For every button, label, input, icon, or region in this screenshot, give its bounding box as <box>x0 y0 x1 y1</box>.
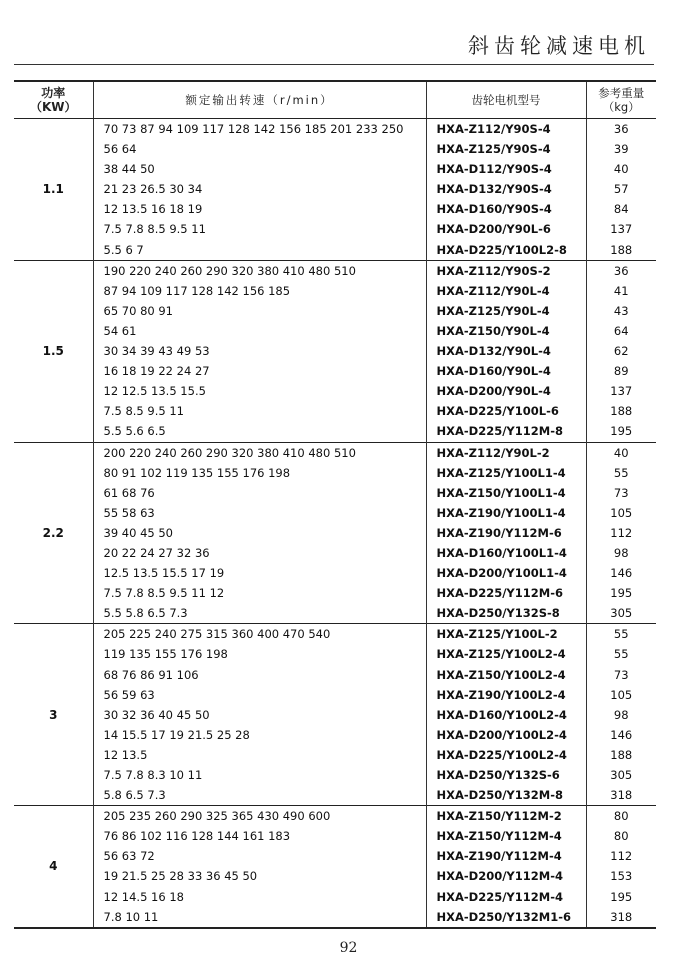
speed-cell: 68 76 86 91 106 <box>93 665 426 685</box>
speed-cell: 61 68 76 <box>93 483 426 503</box>
model-cell: HXA-D225/Y100L2-4 <box>426 745 586 765</box>
table-row <box>14 139 656 159</box>
weight-cell: 137 <box>610 384 633 399</box>
speed-cell: 7.5 7.8 8.3 10 11 <box>93 765 426 785</box>
table-row <box>14 705 656 725</box>
speed-cell: 200 220 240 260 290 320 380 410 480 510 <box>93 442 426 463</box>
weight-cell: 188 <box>610 242 633 257</box>
model-cell: HXA-D200/Y100L2-4 <box>426 725 586 745</box>
model-column-header: 齿轮电机型号 <box>426 81 586 119</box>
table-row <box>14 866 656 886</box>
model-cell: HXA-D250/Y132S-6 <box>426 765 586 785</box>
weight-cell: 146 <box>610 727 633 742</box>
table-row <box>14 887 656 907</box>
speed-cell: 7.8 10 11 <box>93 907 426 928</box>
speed-cell: 65 70 80 91 <box>93 301 426 321</box>
model-cell: HXA-D160/Y90S-4 <box>426 199 586 219</box>
weight-cell: 73 <box>613 667 629 682</box>
table-row <box>14 785 656 806</box>
model-cell: HXA-D225/Y112M-4 <box>426 887 586 907</box>
speed-cell: 12.5 13.5 15.5 17 19 <box>93 563 426 583</box>
weight-cell: 195 <box>610 889 633 904</box>
power-cell: 1.1 <box>14 119 93 261</box>
weight-cell: 318 <box>610 909 633 924</box>
weight-cell: 105 <box>610 687 633 702</box>
weight-cell: 40 <box>613 162 629 177</box>
weight-header-unit: （kg） <box>602 100 640 114</box>
table-row <box>14 219 656 239</box>
weight-cell: 195 <box>610 586 633 601</box>
weight-cell: 105 <box>610 505 633 520</box>
weight-cell: 40 <box>586 442 656 463</box>
speed-cell: 7.5 8.5 9.5 11 <box>93 401 426 421</box>
weight-column-header <box>586 81 656 119</box>
speed-cell: 21 23 26.5 30 34 <box>93 179 426 199</box>
weight-cell: 62 <box>613 344 629 359</box>
model-cell: HXA-Z125/Y90S-4 <box>426 139 586 159</box>
model-cell: HXA-Z112/Y90S-2 <box>426 260 586 281</box>
speed-cell: 205 235 260 290 325 365 430 490 600 <box>93 806 426 827</box>
speed-cell: 20 22 24 27 32 36 <box>93 543 426 563</box>
model-cell: HXA-Z112/Y90L-2 <box>426 442 586 463</box>
speed-cell: 56 59 63 <box>93 685 426 705</box>
power-cell: 1.5 <box>14 260 93 442</box>
table-row <box>14 826 656 846</box>
table-row <box>14 240 656 261</box>
weight-cell: 55 <box>613 465 629 480</box>
speed-column-header: 额定输出转速（r/min） <box>93 81 426 119</box>
model-cell: HXA-Z112/Y90S-4 <box>426 119 586 140</box>
page-title: 斜齿轮减速电机 <box>468 34 650 58</box>
speed-cell: 87 94 109 117 128 142 156 185 <box>93 281 426 301</box>
weight-cell: 55 <box>613 647 629 662</box>
table-row <box>14 281 656 301</box>
weight-cell: 64 <box>613 323 629 338</box>
model-cell: HXA-D250/Y132M1-6 <box>426 907 586 928</box>
table-row <box>14 503 656 523</box>
speed-cell: 7.5 7.8 8.5 9.5 11 12 <box>93 583 426 603</box>
power-cell: 2.2 <box>14 442 93 624</box>
weight-cell: 80 <box>586 806 656 827</box>
model-cell: HXA-D160/Y100L2-4 <box>426 705 586 725</box>
weight-cell: 55 <box>586 624 656 645</box>
model-cell: HXA-D200/Y90L-4 <box>426 381 586 401</box>
page-number: 92 <box>339 940 358 956</box>
table-row <box>14 321 656 341</box>
model-cell: HXA-D225/Y112M-6 <box>426 583 586 603</box>
table-row <box>14 341 656 361</box>
speed-cell: 5.8 6.5 7.3 <box>93 785 426 806</box>
weight-cell: 57 <box>613 182 629 197</box>
weight-cell: 89 <box>613 364 629 379</box>
table-row <box>14 260 656 281</box>
weight-cell: 43 <box>613 303 629 318</box>
speed-cell: 55 58 63 <box>93 503 426 523</box>
model-cell: HXA-Z125/Y90L-4 <box>426 301 586 321</box>
power-column-header <box>14 81 93 119</box>
table-row <box>14 806 656 827</box>
table-row <box>14 665 656 685</box>
table-row <box>14 644 656 664</box>
speed-cell: 12 13.5 <box>93 745 426 765</box>
table-row <box>14 483 656 503</box>
table-row <box>14 179 656 199</box>
model-cell: HXA-D112/Y90S-4 <box>426 159 586 179</box>
speed-cell: 7.5 7.8 8.5 9.5 11 <box>93 219 426 239</box>
model-cell: HXA-Z125/Y100L2-4 <box>426 644 586 664</box>
model-cell: HXA-Z190/Y112M-4 <box>426 846 586 866</box>
table-row <box>14 401 656 421</box>
model-cell: HXA-D200/Y90L-6 <box>426 219 586 239</box>
table-row <box>14 463 656 483</box>
speed-cell: 5.5 6 7 <box>93 240 426 261</box>
model-cell: HXA-Z190/Y112M-6 <box>426 523 586 543</box>
power-header-unit: （KW） <box>29 100 77 114</box>
speed-cell: 205 225 240 275 315 360 400 470 540 <box>93 624 426 645</box>
model-cell: HXA-D160/Y90L-4 <box>426 361 586 381</box>
table-row <box>14 543 656 563</box>
table-row <box>14 583 656 603</box>
speed-cell: 56 64 <box>93 139 426 159</box>
speed-cell: 54 61 <box>93 321 426 341</box>
table-row <box>14 361 656 381</box>
model-cell: HXA-D250/Y132S-8 <box>426 603 586 624</box>
table-row <box>14 523 656 543</box>
table-row <box>14 442 656 463</box>
speed-cell: 39 40 45 50 <box>93 523 426 543</box>
table-row <box>14 159 656 179</box>
model-cell: HXA-Z125/Y100L1-4 <box>426 463 586 483</box>
model-cell: HXA-D160/Y100L1-4 <box>426 543 586 563</box>
model-cell: HXA-Z112/Y90L-4 <box>426 281 586 301</box>
speed-cell: 19 21.5 25 28 33 36 45 50 <box>93 866 426 886</box>
model-cell: HXA-Z150/Y100L2-4 <box>426 665 586 685</box>
speed-cell: 76 86 102 116 128 144 161 183 <box>93 826 426 846</box>
model-cell: HXA-D132/Y90L-4 <box>426 341 586 361</box>
weight-cell: 98 <box>613 545 629 560</box>
table-row <box>14 846 656 866</box>
table-row <box>14 563 656 583</box>
speed-cell: 119 135 155 176 198 <box>93 644 426 664</box>
model-cell: HXA-D200/Y112M-4 <box>426 866 586 886</box>
table-row <box>14 765 656 785</box>
speed-cell: 190 220 240 260 290 320 380 410 480 510 <box>93 260 426 281</box>
weight-cell: 41 <box>613 283 629 298</box>
weight-header-label: 参考重量 <box>598 86 645 100</box>
weight-cell: 305 <box>610 768 633 782</box>
model-cell: HXA-D250/Y132M-8 <box>426 785 586 806</box>
weight-cell: 146 <box>610 566 633 581</box>
speed-cell: 56 63 72 <box>93 846 426 866</box>
table-row <box>14 907 656 928</box>
speed-cell: 12 14.5 16 18 <box>93 887 426 907</box>
weight-cell: 188 <box>610 747 633 762</box>
power-cell: 4 <box>14 806 93 928</box>
model-cell: HXA-D200/Y100L1-4 <box>426 563 586 583</box>
weight-cell: 36 <box>586 260 656 281</box>
model-cell: HXA-D132/Y90S-4 <box>426 179 586 199</box>
model-cell: HXA-D225/Y112M-8 <box>426 421 586 442</box>
table-row <box>14 685 656 705</box>
power-header-label: 功率 <box>41 86 66 100</box>
table-row <box>14 301 656 321</box>
table-row <box>14 381 656 401</box>
speed-cell: 12 13.5 16 18 19 <box>93 199 426 219</box>
speed-cell: 5.5 5.6 6.5 <box>93 421 426 442</box>
model-cell: HXA-Z150/Y100L1-4 <box>426 483 586 503</box>
model-cell: HXA-Z150/Y112M-2 <box>426 806 586 827</box>
weight-cell: 80 <box>613 829 629 844</box>
weight-cell: 112 <box>610 525 633 540</box>
speed-cell: 16 18 19 22 24 27 <box>93 361 426 381</box>
table-row <box>14 725 656 745</box>
model-cell: HXA-Z125/Y100L-2 <box>426 624 586 645</box>
weight-cell: 73 <box>613 485 629 500</box>
weight-cell: 36 <box>613 122 629 136</box>
speed-cell: 14 15.5 17 19 21.5 25 28 <box>93 725 426 745</box>
speed-cell: 12 12.5 13.5 15.5 <box>93 381 426 401</box>
weight-cell: 137 <box>610 222 633 237</box>
speed-cell: 5.5 5.8 6.5 7.3 <box>93 603 426 624</box>
weight-cell: 188 <box>610 404 633 419</box>
table-body <box>14 119 656 928</box>
model-cell: HXA-D225/Y100L-6 <box>426 401 586 421</box>
speed-cell: 30 32 36 40 45 50 <box>93 705 426 725</box>
model-cell: HXA-Z190/Y100L1-4 <box>426 503 586 523</box>
table-row <box>14 199 656 219</box>
weight-cell: 195 <box>610 424 633 439</box>
model-cell: HXA-Z150/Y112M-4 <box>426 826 586 846</box>
table-row <box>14 119 656 140</box>
model-cell: HXA-Z150/Y90L-4 <box>426 321 586 341</box>
model-cell: HXA-D225/Y100L2-8 <box>426 240 586 261</box>
speed-cell: 80 91 102 119 135 155 176 198 <box>93 463 426 483</box>
table-row <box>14 624 656 645</box>
weight-cell: 305 <box>610 606 633 621</box>
table-row <box>14 603 656 624</box>
motor-spec-table <box>14 80 656 929</box>
weight-cell: 98 <box>613 707 629 722</box>
power-cell: 3 <box>14 624 93 806</box>
table-row <box>14 745 656 765</box>
weight-cell: 153 <box>610 869 633 884</box>
weight-cell: 318 <box>610 788 633 803</box>
model-cell: HXA-Z190/Y100L2-4 <box>426 685 586 705</box>
speed-cell: 38 44 50 <box>93 159 426 179</box>
weight-cell: 84 <box>613 202 629 217</box>
page-header <box>14 28 654 65</box>
weight-cell: 112 <box>610 849 633 864</box>
speed-cell: 30 34 39 43 49 53 <box>93 341 426 361</box>
table-row <box>14 421 656 442</box>
weight-cell: 39 <box>613 142 629 157</box>
speed-cell: 70 73 87 94 109 117 128 142 156 185 201 233 250 <box>93 119 426 140</box>
table-header-row <box>14 81 656 119</box>
